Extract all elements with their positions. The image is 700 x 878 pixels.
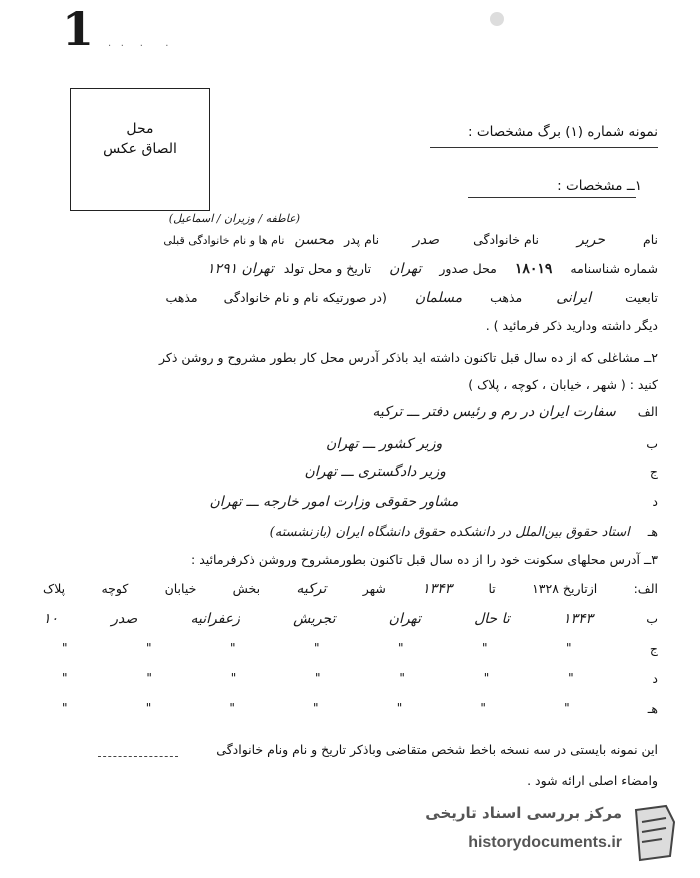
header-plate: پلاک xyxy=(43,581,66,596)
row-nationality xyxy=(165,290,658,306)
watermark-title: مرکز بررسی اسناد تاریخی xyxy=(425,804,622,822)
watermark xyxy=(422,798,682,868)
header-to: تا xyxy=(488,581,496,596)
ditto-mark: " xyxy=(62,641,68,655)
ditto-mark: " xyxy=(565,641,572,655)
item-letter: د xyxy=(652,494,658,509)
ditto-mark: " xyxy=(480,701,486,715)
watermark-logo-icon xyxy=(626,802,682,864)
footer-line2: وامضاء اصلی ارائه شود . xyxy=(527,773,658,788)
item-letter: ب xyxy=(646,436,658,451)
item-text: مشاور حقوقی وزارت امور خارجه ـــ تهران xyxy=(209,494,459,510)
value-birth: تهران ۱۲۹۱ xyxy=(207,261,274,277)
photo-label-2: الصاق عکس xyxy=(103,141,177,157)
value-first-name: حریر xyxy=(576,232,605,248)
watermark-url: historydocuments.ir xyxy=(468,834,622,851)
section2-item-e xyxy=(270,524,658,540)
item-letter: هـ xyxy=(647,524,658,539)
label-other-names: (در صورتیکه نام و نام خانوادگی xyxy=(223,290,387,305)
row-district: تجریش xyxy=(293,611,336,627)
section2-line1: ۲ــ مشاغلی که از ده سال قبل تاکنون داشته اید باذکر آدرس محل کار بطور مشروح و روشن ذکر xyxy=(159,350,658,365)
footer-line1: این نمونه بایستی در سه نسخه باخط شخص متقاضی وباذکر تاریخ و نام ونام خانوادگی xyxy=(216,742,658,757)
section2-item-c xyxy=(304,464,658,480)
ditto-mark: " xyxy=(481,641,488,655)
ditto-mark: " xyxy=(397,641,404,655)
ditto-mark: " xyxy=(145,701,152,715)
row-to: تا حال xyxy=(474,611,510,627)
ditto-mark: " xyxy=(483,671,490,685)
row-letter: ب xyxy=(646,611,658,626)
value-religion: مسلمان xyxy=(414,290,463,306)
ditto-mark: " xyxy=(564,701,570,715)
ditto-mark: " xyxy=(62,671,68,685)
ditto-mark: " xyxy=(313,701,319,715)
form-title: نمونه شماره (۱) برگ مشخصات : xyxy=(468,124,658,140)
header-from: ازتاریخ ۱۳۲۸ xyxy=(532,581,598,596)
section3-header-row xyxy=(43,581,658,597)
header-district: بخش xyxy=(232,581,261,596)
footer-dash xyxy=(98,756,178,757)
label-previous-names: نام ها و نام خانوادگی قبلی xyxy=(163,234,285,247)
header-street: خیابان xyxy=(164,581,197,596)
ditto-mark: " xyxy=(396,701,403,715)
title-underline xyxy=(430,147,658,148)
label-father-name: نام پدر xyxy=(344,232,380,247)
label-id-number: شماره شناسنامه xyxy=(570,261,658,276)
section3-row-e xyxy=(62,701,658,716)
row-city: تهران xyxy=(388,611,421,627)
ditto-mark: " xyxy=(62,701,68,715)
page-number-mark: 1 xyxy=(62,2,95,56)
header-alley: کوچه xyxy=(101,581,129,596)
item-text: سفارت ایران در رم و رئیس دفتر ـــ ترکیه xyxy=(372,404,616,420)
label-religion-2: مذهب xyxy=(165,290,198,305)
item-letter: الف xyxy=(637,404,658,419)
item-text: وزیر دادگستری ـــ تهران xyxy=(304,464,446,480)
section1-heading: ۱ــ مشخصات : xyxy=(557,178,642,194)
row-id xyxy=(201,261,658,277)
value-last-name: صدر xyxy=(413,232,440,248)
ditto-mark: " xyxy=(315,671,321,685)
ditto-mark: " xyxy=(146,641,152,655)
ditto-mark: " xyxy=(568,671,574,685)
item-text: وزیر کشور ـــ تهران xyxy=(326,436,443,452)
section3-row-c xyxy=(62,641,658,656)
section1-underline xyxy=(468,197,636,198)
row-name xyxy=(163,232,658,248)
ditto-mark: " xyxy=(146,671,152,685)
header-to-year: ۱۳۴۳ xyxy=(422,581,453,597)
label-last-name: نام خانوادگی xyxy=(473,232,539,247)
section3-row-d xyxy=(62,671,658,686)
item-text: استاد حقوق بین‌الملل در دانشکده حقوق دانشگاه ایران (بازنشسته) xyxy=(269,525,630,540)
value-previous-names: (عاطفه / وزیران‌ / اسماعیل) xyxy=(168,212,300,225)
row-letter: هـ xyxy=(647,701,658,716)
value-id-number: ۱۸۰۱۹ xyxy=(514,261,553,277)
row-street: زعفرانیه xyxy=(190,611,240,627)
item-letter: ج xyxy=(649,464,658,479)
ditto-mark: " xyxy=(313,641,320,655)
header-prefix: الف: xyxy=(633,581,658,596)
row-letter: د xyxy=(652,671,658,686)
row-plate: ۱۰ xyxy=(43,611,59,627)
section2-item-b xyxy=(326,436,658,452)
ditto-mark: " xyxy=(229,701,235,715)
header-city-value: ترکیه xyxy=(296,581,327,597)
value-nationality: ایرانی xyxy=(556,290,592,306)
label-issue-place: محل صدور xyxy=(439,261,497,276)
section3-row-b xyxy=(43,611,658,627)
row-note: دیگر داشته ودارید ذکر فرمائید ) . xyxy=(485,318,658,333)
row-from: ۱۳۴۳ xyxy=(562,611,594,627)
stray-marks: . . . . xyxy=(108,38,169,49)
section2-item-d xyxy=(210,494,659,510)
value-issue-place: تهران xyxy=(389,261,422,277)
row-letter: ج xyxy=(649,641,658,656)
ditto-mark: " xyxy=(230,641,236,655)
label-first-name: نام xyxy=(642,232,658,247)
corner-dot xyxy=(490,12,504,26)
row-alley: صدر xyxy=(111,611,138,627)
photo-box xyxy=(70,88,210,211)
ditto-mark: " xyxy=(230,671,237,685)
photo-label-1: محل xyxy=(126,121,154,137)
label-birth: تاریخ و محل تولد xyxy=(283,261,372,276)
section3-line1: ۳ــ آدرس محلهای سکونت خود را از ده سال قبل تاکنون بطورمشروح وروشن ذکرفرمائید : xyxy=(191,552,658,567)
section2-item-a xyxy=(372,404,658,420)
ditto-mark: " xyxy=(399,671,405,685)
label-nationality: تابعیت xyxy=(625,290,658,305)
section2-line2: کنید : ( شهر ، خیابان ، کوچه ، پلاک ) xyxy=(468,377,658,392)
value-father-name: محسن xyxy=(294,232,335,248)
label-religion: مذهب xyxy=(490,290,523,305)
header-city: شهر xyxy=(362,581,386,596)
